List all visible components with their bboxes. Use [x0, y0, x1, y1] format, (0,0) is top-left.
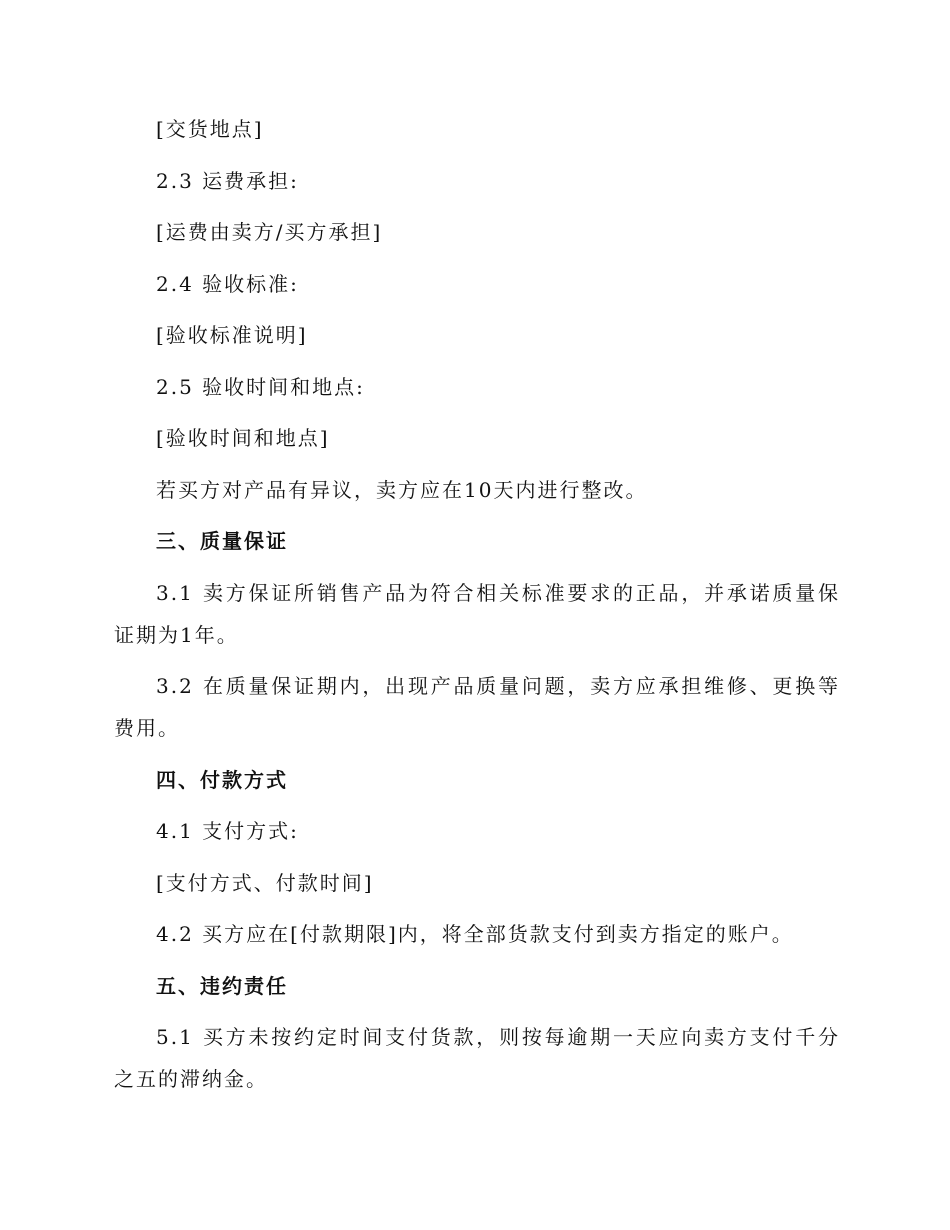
- clause-2-5: 2.5 验收时间和地点:: [156, 374, 365, 399]
- section-heading-quality: 三、质量保证: [156, 529, 288, 553]
- clause-3-2: 3.2 在质量保证期内，出现产品质量问题，卖方应承担维修、更换等费用。: [114, 674, 840, 740]
- document-body: [114, 108, 840, 1100]
- text-line-delivery-place: [交货地点]: [156, 117, 264, 141]
- text-line-freight: [运费由卖方/买方承担]: [156, 220, 383, 244]
- clause-2-3: 2.3 运费承担:: [156, 168, 299, 193]
- section-heading-liability: 五、违约责任: [156, 973, 288, 998]
- clause-4-2: 4.2 买方应在[付款期限]内，将全部货款支付到卖方指定的账户。: [156, 922, 794, 946]
- text-line-acceptance-standard: [验收标准说明]: [156, 323, 308, 347]
- clause-4-1: 4.1 支付方式:: [156, 819, 299, 843]
- section-heading-payment: 四、付款方式: [156, 767, 288, 792]
- text-line-objection: 若买方对产品有异议，卖方应在10天内进行整改。: [156, 477, 648, 502]
- text-line-acceptance-time-place: [验收时间和地点]: [156, 426, 330, 450]
- text-line-payment-method: [支付方式、付款时间]: [156, 870, 374, 895]
- clause-3-1: 3.1 卖方保证所销售产品为符合相关标准要求的正品，并承诺质量保证期为1年。: [114, 580, 840, 647]
- clause-2-4: 2.4 验收标准:: [156, 271, 299, 296]
- clause-5-1: 5.1 买方未按约定时间支付货款，则按每逾期一天应向卖方支付千分之五的滞纳金。: [114, 1025, 840, 1091]
